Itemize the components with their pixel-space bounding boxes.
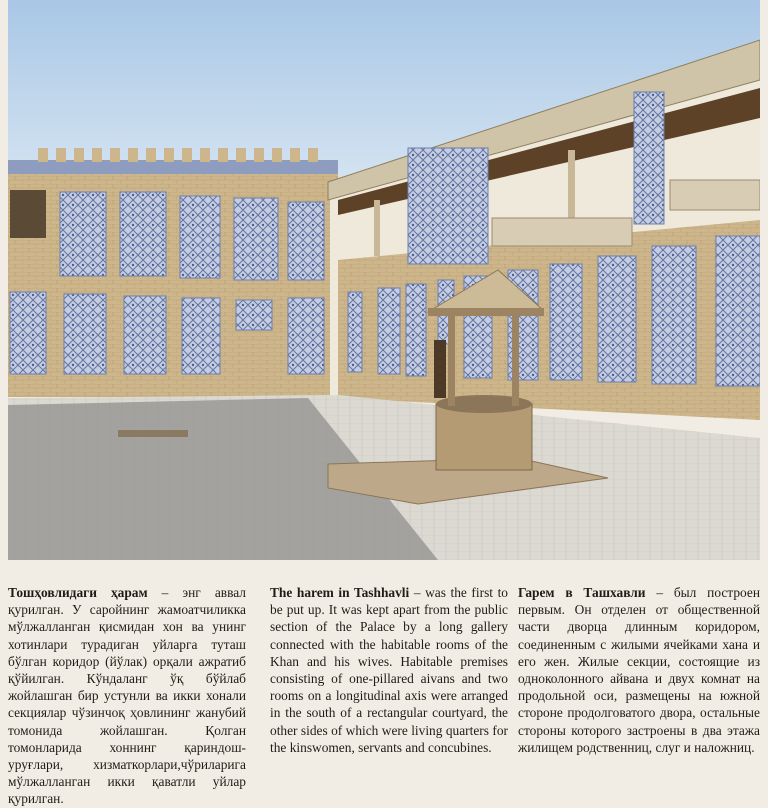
russian-heading: Гарем в Ташхавли bbox=[518, 585, 646, 600]
courtyard-photo bbox=[8, 0, 760, 560]
uzbek-heading: Тошҳовлидаги ҳарам bbox=[8, 585, 148, 600]
russian-text bbox=[518, 584, 760, 756]
uzbek-text bbox=[8, 584, 246, 808]
english-heading: The harem in Tashhavli bbox=[270, 585, 410, 600]
russian-body: – был построен первым. Он отделен от общественной части дворца длинным коридором, соединенным с жилыми ячейками хана и его жен. Жилые секции, состоящие из одноколонного айвана и двух комнат на продольной оси, размещены на южной стороне продолговатого двора, остальные стороны которого застроены в два этажа жилищем родственниц, слуг и наложниц. bbox=[518, 585, 760, 755]
caption-columns bbox=[8, 584, 760, 807]
uzbek-body: – энг аввал қурилган. У саройнинг жамоатчиликка мўлжалланган қисмидан хон ва унинг хотинлари турадиган уйларга туташ бўлган коридор (йўлак) орқали ажратиб қўйилган. Кўндаланг ўқ бўйлаб жойлашган бир устунли ва икки хонали секциялар чўзинчоқ ҳовлининг жанубий томонида жойлашган. Қолган томонларида хоннинг қариндош-уруғлари, хизматкорлари,чўриларига мўлжалланган икки қаватли уйлар қурилган. bbox=[8, 585, 246, 807]
english-body: – was the first to be put up. It was kept apart from the public section of the Palace by a long gallery connected with the habitable rooms of the Khan and his wives. Habitable premises consisting of one-pillared aivans and two rooms on a longitudinal axis were arranged in the south of a rectangular courtyard, the other sides of which were living quarters for the kinswomen, servants and concubines. bbox=[270, 585, 508, 755]
english-text bbox=[270, 584, 508, 756]
left-wall bbox=[8, 148, 338, 397]
